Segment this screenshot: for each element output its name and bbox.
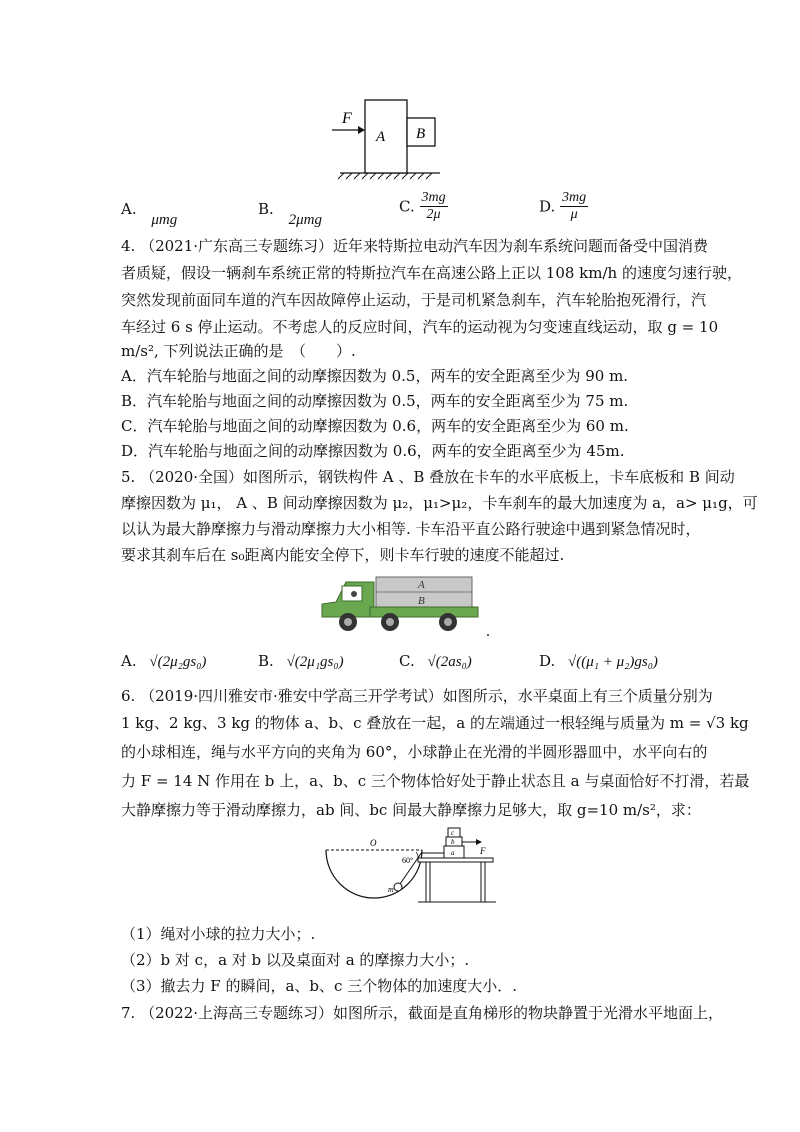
q6-stem-line: 大静摩擦力等于滑动摩擦力，ab 间、bc 间最大静摩擦力足够大，取 g=10 m/s²，求：: [121, 801, 701, 819]
q6-subquestion-2: （2）b 对 c，a 对 b 以及桌面对 a 的摩擦力大小；.: [121, 951, 470, 969]
truck-cargo-b-label: B: [418, 595, 425, 607]
angle-label: 60°: [402, 856, 414, 865]
q6-stem-line: 1 kg、2 kg、3 kg 的物体 a、b、c 叠放在一起，a 的左端通过一根轻绳与质量为 m = √3 kg: [121, 714, 749, 732]
small-ball-icon: [394, 883, 402, 891]
option-fraction: [560, 190, 588, 223]
q3-option-c: [399, 190, 448, 223]
force-f-label: F: [480, 846, 486, 856]
driver-icon: [351, 591, 357, 597]
truck-wheel-icon: [381, 613, 399, 631]
q3-option-b: [258, 200, 322, 228]
q5-stem-line: 5. （2020·全国）如图所示，钢铁构件 A 、B 叠放在卡车的水平底板上，卡车底板和 B 间动: [121, 468, 735, 486]
q4-stem-line: 4. （2021·广东高三专题练习）近年来特斯拉电动汽车因为刹车系统问题而备受中国消费: [121, 237, 709, 255]
option-letter: C.: [399, 197, 415, 216]
block-b-label: b: [451, 838, 455, 846]
q3-option-d: [539, 190, 588, 223]
option-fraction: [420, 190, 448, 223]
block-a-label: a: [451, 849, 455, 857]
q5-option-a: [121, 652, 206, 671]
option-expr: √((μ₁ + μ₂)gs₀): [568, 654, 658, 670]
q4-option-c: C．汽车轮胎与地面之间的动摩擦因数为 0.6，两车的安全距离至少为 60 m.: [121, 417, 629, 435]
option-expr: √(2as₀): [427, 654, 472, 670]
truck-figure: [318, 572, 498, 642]
q4-option-d: D．汽车轮胎与地面之间的动摩擦因数为 0.6，两车的安全距离至少为 45m.: [121, 442, 625, 460]
ball-m-label: m: [388, 885, 394, 894]
option-expr: √(2μ₁gs₀): [286, 654, 344, 670]
block-b-label: B: [416, 126, 426, 142]
q5-stem-line: 摩擦因数为 μ₁， A 、B 间动摩擦因数为 μ₂，μ₁>μ₂，卡车刹车的最大加速度为 a，a> μ₁g，可: [121, 494, 758, 512]
q5-stem-line: 以认为最大静摩擦力与滑动摩擦力大小相等. 卡车沿平直公路行驶途中遇到紧急情况时，: [121, 520, 701, 538]
truck-cargo-a-label: A: [418, 579, 425, 591]
q4-stem-line: 突然发现前面同车道的汽车因故障停止运动，于是司机紧急刹车，汽车轮胎抱死滑行，汽: [121, 291, 707, 309]
q6-subquestion-1: （1）绳对小球的拉力大小；.: [121, 925, 316, 943]
q5-option-b: [258, 652, 344, 671]
truck-wheel-icon: [439, 613, 457, 631]
truck-wheel-icon: [339, 613, 357, 631]
block-c-label: c: [451, 829, 455, 837]
fraction-denominator: μ: [570, 207, 578, 222]
option-letter: D.: [539, 197, 556, 216]
option-letter: B.: [258, 200, 274, 218]
option-letter: A.: [121, 652, 137, 670]
q5-option-c: [399, 652, 472, 671]
option-letter: D.: [539, 652, 556, 670]
q4-option-a: A．汽车轮胎与地面之间的动摩擦因数为 0.5，两车的安全距离至少为 90 m.: [121, 367, 629, 385]
option-expr: √(2μ₂gs₀): [149, 654, 207, 670]
center-o-label: O: [370, 838, 377, 848]
option-letter: C.: [399, 652, 415, 670]
force-f-label: F: [342, 110, 352, 127]
q5-option-d: [539, 652, 658, 671]
q3-option-a: [121, 200, 178, 228]
q6-stem-line: 6. （2019·四川雅安市·雅安中学高三开学考试）如图所示，水平桌面上有三个质量分别为: [121, 687, 713, 705]
q4-option-b: B．汽车轮胎与地面之间的动摩擦因数为 0.5，两车的安全距离至少为 75 m.: [121, 392, 629, 410]
bowl-table-figure: [318, 822, 498, 912]
option-expr: μmg: [151, 212, 178, 228]
q6-stem-line: 的小球相连，绳与水平方向的夹角为 60°，小球静止在光滑的半圆形器皿中，水平向右的: [121, 743, 708, 761]
q6-subquestion-3: （3）撤去力 F 的瞬间，a、b、c 三个物体的加速度大小．.: [121, 977, 517, 995]
option-expr: 2μmg: [288, 212, 322, 228]
q7-stem-line: 7. （2022·上海高三专题练习）如图所示，截面是直角梯形的物块静置于光滑水平地面上，: [121, 1004, 724, 1022]
q4-stem-line: 车经过 6 s 停止运动。不考虑人的反应时间，汽车的运动视为匀变速直线运动，取 g = 10: [121, 318, 719, 336]
q6-stem-line: 力 F = 14 N 作用在 b 上，a、b、c 三个物体恰好处于静止状态且 a 与桌面恰好不打滑，若最: [121, 772, 750, 790]
q5-stem-line: 要求其刹车后在 s₀距离内能安全停下，则卡车行驶的速度不能超过.: [121, 546, 565, 564]
fraction-denominator: 2μ: [426, 207, 441, 222]
option-letter: B.: [258, 652, 274, 670]
option-letter: A.: [121, 200, 137, 218]
fraction-numerator: 3mg: [421, 190, 446, 205]
block-a-label: A: [376, 129, 386, 145]
fraction-numerator: 3mg: [562, 190, 587, 205]
q4-stem-line: 者质疑，假设一辆刹车系统正常的特斯拉汽车在高速公路上正以 108 km/h 的速度匀速行驶，: [121, 264, 742, 282]
block-ab-figure: [330, 95, 440, 180]
q4-stem-line: m/s², 下列说法正确的是 （ ）.: [121, 342, 356, 360]
